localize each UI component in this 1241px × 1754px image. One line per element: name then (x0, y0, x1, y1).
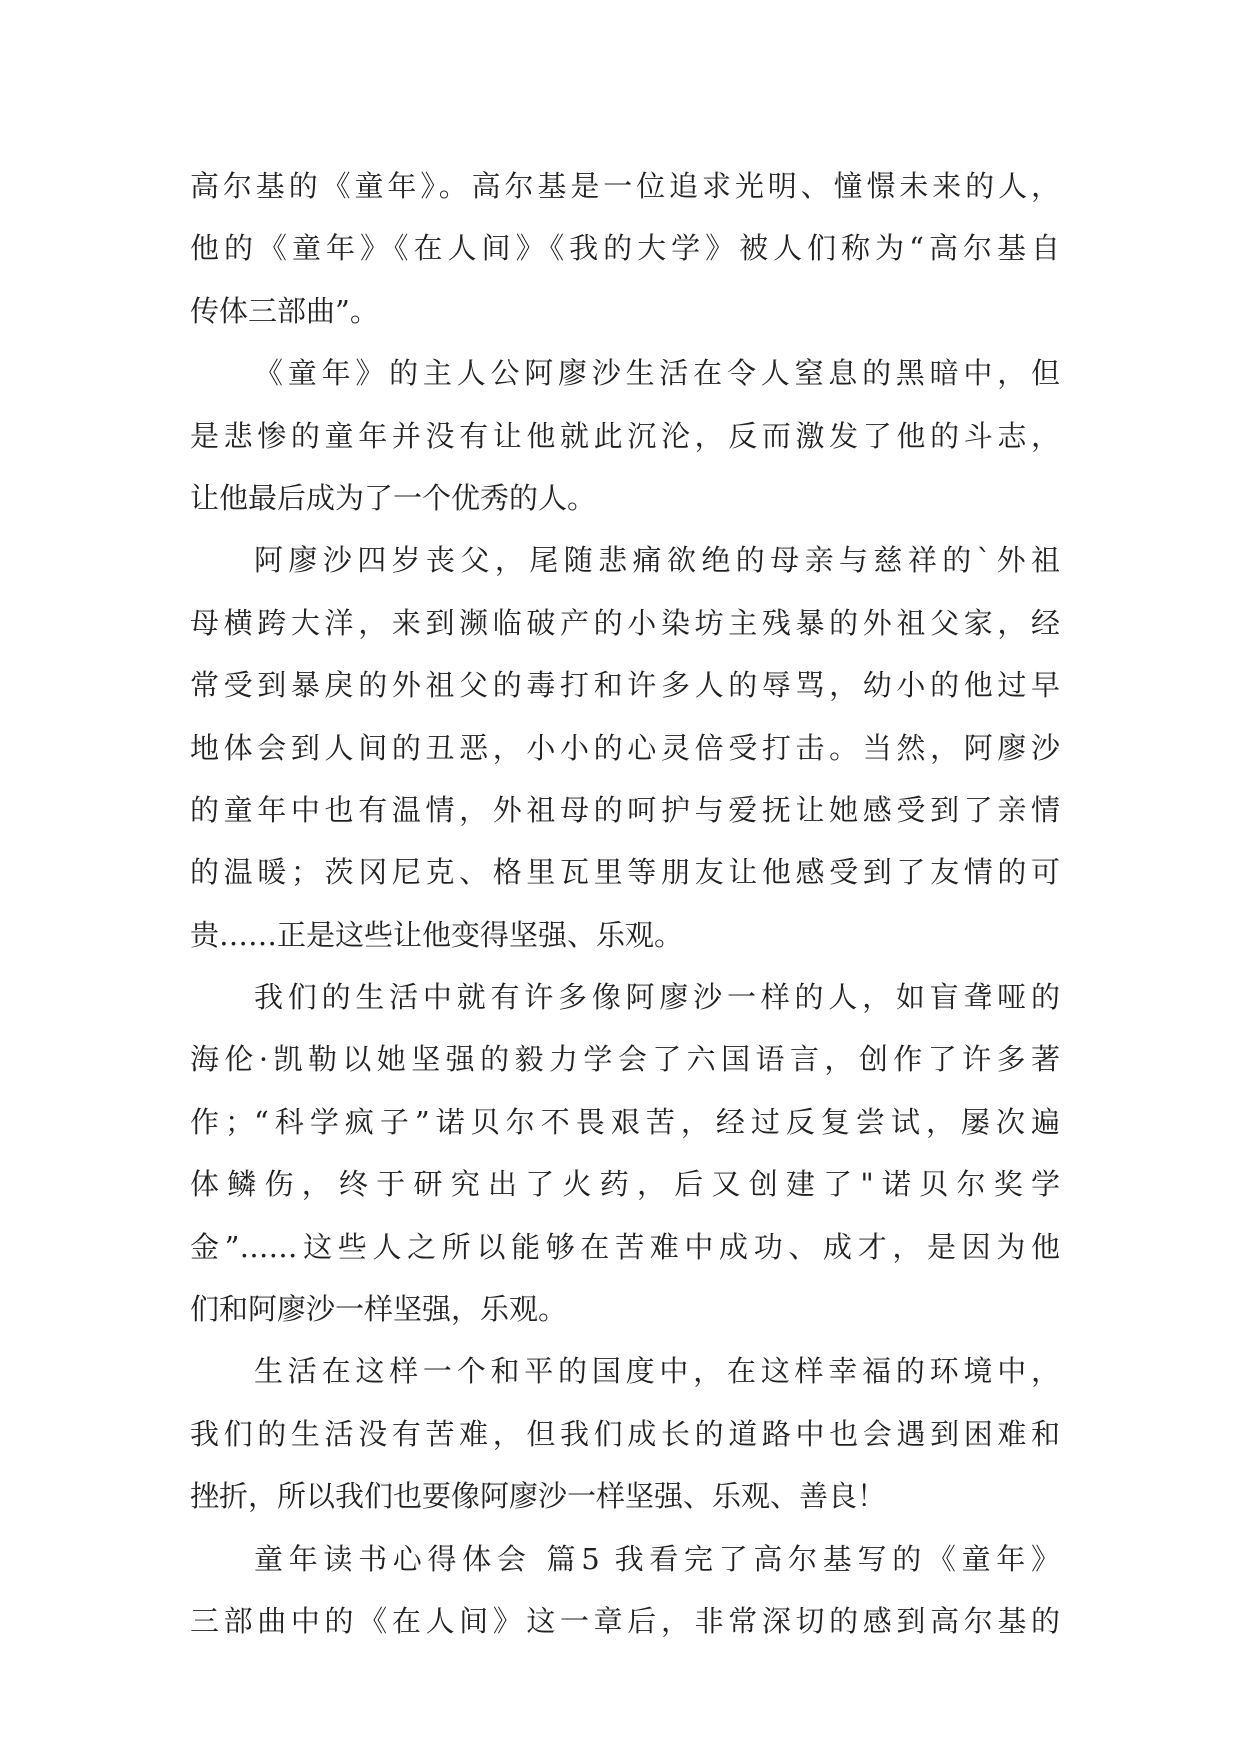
text-line: 的童年中也有温情，外祖母的呵护与爱抚让她感受到了亲情 (190, 792, 1060, 827)
text-line: 童年读书心得体会 篇5 我看完了高尔基写的《童年》 (254, 1541, 1060, 1576)
text-line: 我们的生活没有苦难，但我们成长的道路中也会遇到困难和 (190, 1416, 1060, 1451)
text-line: 体鳞伤，终于研究出了火药，后又创建了"诺贝尔奖学 (190, 1167, 1060, 1202)
text-line: 的温暖；茨冈尼克、格里瓦里等朋友让他感受到了友情的可 (190, 855, 1060, 890)
text-line: 我们的生活中就有许多像阿廖沙一样的人，如盲聋哑的 (254, 980, 1060, 1015)
text-line: 《童年》的主人公阿廖沙生活在令人窒息的黑暗中，但 (254, 356, 1060, 391)
text-line: 让他最后成为了一个优秀的人。 (190, 480, 597, 515)
text-line: 他的《童年》《在人间》《我的大学》被人们称为“高尔基自 (190, 231, 1060, 266)
text-line: 作；“科学疯子”诺贝尔不畏艰苦，经过反复尝试，屡次遍 (190, 1104, 1060, 1139)
text-line: 地体会到人间的丑恶，小小的心灵倍受打击。当然，阿廖沙 (190, 730, 1060, 765)
text-line: 母横跨大洋，来到濒临破产的小染坊主残暴的外祖父家，经 (190, 605, 1060, 640)
text-line: 是悲惨的童年并没有让他就此沉沦，反而激发了他的斗志， (190, 418, 1060, 453)
text-line: 生活在这样一个和平的国度中，在这样幸福的环境中， (254, 1354, 1060, 1389)
text-line: 挫折，所以我们也要像阿廖沙一样坚强、乐观、善良！ (190, 1479, 887, 1514)
text-line: 金”……这些人之所以能够在苦难中成功、成才，是因为他 (190, 1229, 1060, 1264)
text-line: 们和阿廖沙一样坚强，乐观。 (190, 1292, 568, 1327)
body-text (190, 155, 1060, 1652)
text-line: 阿廖沙四岁丧父，尾随悲痛欲绝的母亲与慈祥的`外祖 (254, 543, 1060, 578)
text-line: 传体三部曲”。 (190, 293, 379, 328)
text-line: 高尔基的《童年》。高尔基是一位追求光明、憧憬未来的人， (190, 169, 1060, 203)
text-line: 三部曲中的《在人间》这一章后，非常深切的感到高尔基的 (190, 1603, 1060, 1638)
text-line: 海伦·凯勒以她坚强的毅力学会了六国语言，创作了许多著 (190, 1042, 1060, 1077)
text-line: 常受到暴戾的外祖父的毒打和许多人的辱骂，幼小的他过早 (190, 668, 1060, 703)
text-line: 贵……正是这些让他变得坚强、乐观。 (190, 917, 684, 952)
